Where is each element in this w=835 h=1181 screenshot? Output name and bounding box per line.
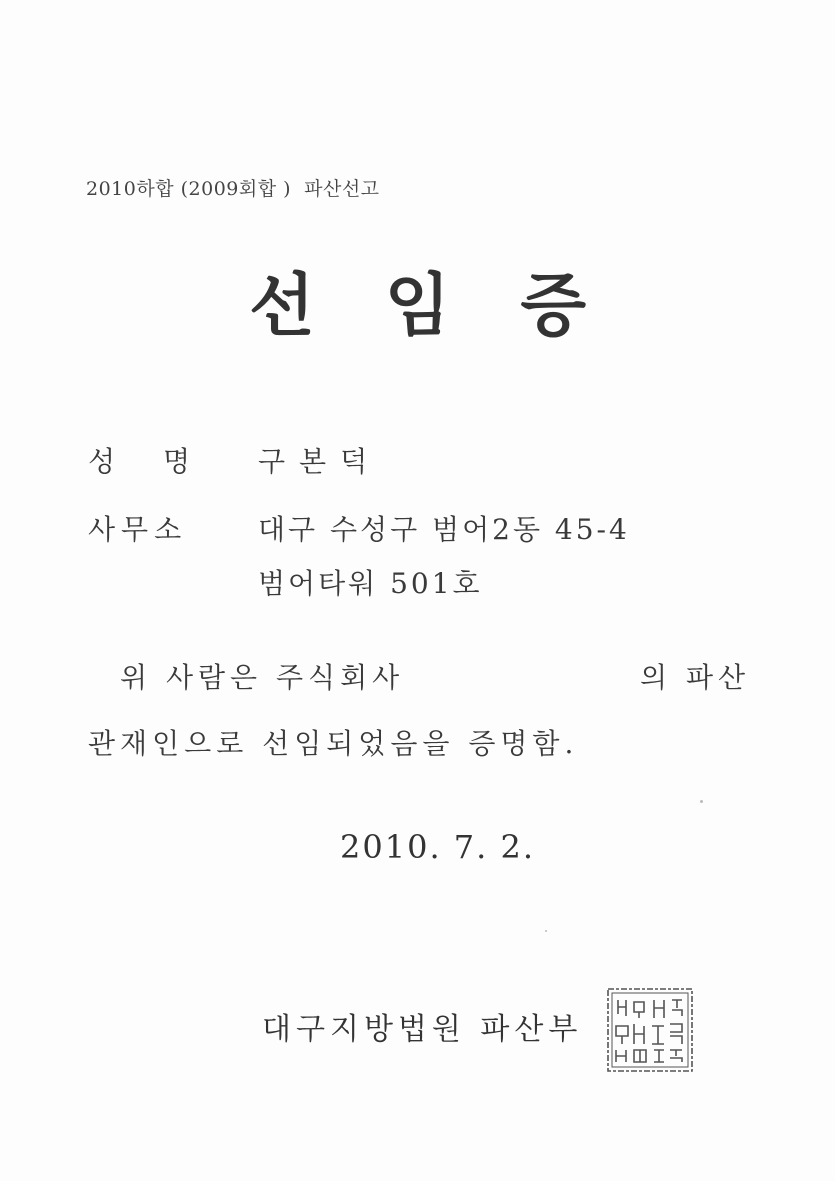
scan-speck (700, 800, 703, 803)
office-address-line2: 범어타워 501호 (258, 567, 483, 600)
case-number: 2010하합 (2009회합 ) 파산선고 (86, 178, 380, 200)
official-seal-icon (604, 986, 696, 1074)
body-text-line2: 관재인으로 선임되었음을 증명함. (88, 727, 579, 760)
scan-speck (545, 930, 547, 932)
body-text-line1-start: 위 사람은 주식회사 (120, 661, 405, 694)
body-text-line1-end: 의 파산 (640, 661, 751, 694)
name-value: 구본덕 (258, 445, 382, 478)
office-address-line1: 대구 수성구 범어2동 45-4 (258, 513, 630, 546)
document-title: 선임증 (248, 266, 657, 346)
office-label: 사무소 (88, 513, 188, 546)
name-label: 성명 (88, 445, 239, 478)
issuing-court: 대구지방법원 파산부 (262, 1012, 583, 1047)
issue-date: 2010. 7. 2. (340, 828, 536, 866)
